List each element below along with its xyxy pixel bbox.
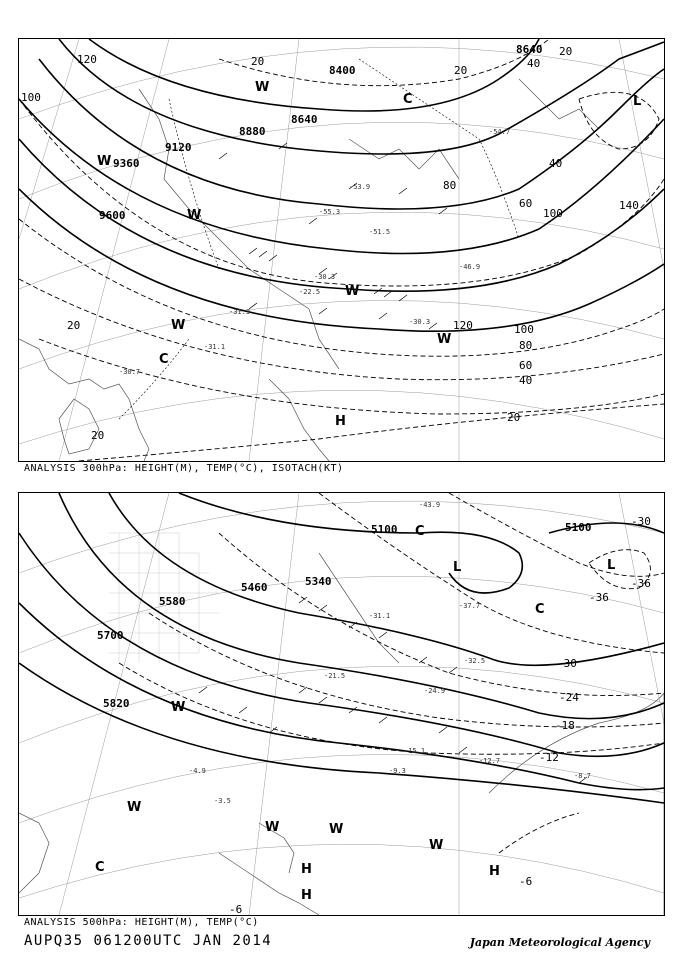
chart-300hpa — [18, 38, 665, 462]
height-label: 5820 — [103, 697, 130, 710]
isotherm-label: -6 — [229, 903, 243, 915]
height-labels-300 — [99, 43, 543, 222]
height-label: 8400 — [329, 64, 356, 77]
isotherms — [119, 493, 664, 853]
isotherm-label: -18 — [555, 719, 575, 732]
chart-identifier: AUPQ35 061200UTC JAN 2014 — [24, 933, 273, 949]
temp-sample: -31.1 — [369, 612, 391, 620]
cold-center: C — [403, 92, 413, 107]
isotherm-label: -30 — [631, 515, 651, 528]
height-label: 9120 — [165, 141, 192, 154]
height-labels-500 — [97, 521, 592, 710]
isotach-label: 40 — [549, 157, 563, 170]
height-label: 5580 — [159, 595, 186, 608]
isotach-label: 20 — [507, 411, 521, 424]
coastlines — [19, 553, 664, 915]
isotach-label: 20 — [67, 319, 81, 332]
height-label: 9360 — [113, 157, 140, 170]
temp-sample: -8.7 — [574, 772, 591, 780]
isotach-label: 60 — [519, 359, 533, 372]
low-center: L — [633, 94, 642, 109]
height-label: 8640 — [291, 113, 318, 126]
temp-sample: -15.1 — [404, 747, 426, 755]
high-center: H — [301, 888, 312, 903]
temp-sample: -51.5 — [369, 228, 391, 236]
temp-sample: -32.5 — [464, 657, 486, 665]
height-contours — [19, 493, 664, 803]
temp-sample: -43.9 — [419, 501, 441, 509]
cold-center: C — [535, 602, 545, 617]
isotach-label: 20 — [91, 429, 105, 442]
temp-sample: -55.3 — [319, 208, 341, 216]
height-label: 5100 — [371, 523, 398, 536]
temp-sample: -31.1 — [204, 343, 226, 351]
warm-mark: W — [97, 154, 112, 169]
isotach-label: 20 — [251, 55, 265, 68]
temperature-samples-500 — [189, 501, 591, 805]
isotherm-label: -12 — [539, 751, 559, 764]
height-label: 5460 — [241, 581, 268, 594]
temp-sample: -30.7 — [119, 368, 141, 376]
isotherm-labels-500 — [229, 515, 651, 915]
isotach-label: 120 — [77, 53, 97, 66]
height-label: 5700 — [97, 629, 124, 642]
cold-center: C — [415, 524, 425, 539]
warm-mark: W — [429, 838, 444, 853]
isotherm-label: -30 — [557, 657, 577, 670]
low-center: L — [453, 560, 462, 575]
warm-mark: W — [265, 820, 280, 835]
high-center: H — [489, 864, 500, 879]
warm-mark: W — [187, 208, 202, 223]
isotherm-label: -6 — [519, 875, 533, 888]
isotach-label: 100 — [543, 207, 563, 220]
coastlines — [19, 79, 599, 461]
height-label: 8640 — [516, 43, 543, 56]
warm-mark: W — [255, 80, 270, 95]
warm-mark: W — [171, 700, 186, 715]
temp-sample: -31.3 — [229, 308, 251, 316]
high-center: H — [301, 862, 312, 877]
cold-center: C — [95, 860, 105, 875]
cold-center: C — [159, 352, 169, 367]
warm-mark: W — [437, 332, 452, 347]
agency-name: Japan Meteorological Agency — [469, 936, 650, 949]
warm-marks-500 — [127, 700, 443, 853]
temp-sample: -30.3 — [409, 318, 431, 326]
temp-sample: -21.5 — [324, 672, 346, 680]
isotach-label: 40 — [519, 374, 533, 387]
temp-sample: -22.5 — [299, 288, 321, 296]
height-contours — [19, 39, 664, 331]
temp-sample: -4.9 — [189, 767, 206, 775]
caption-500hpa: ANALYSIS 500hPa: HEIGHT(M), TEMP(°C) — [24, 917, 259, 928]
isotach-label: 120 — [453, 319, 473, 332]
warm-mark: W — [127, 800, 142, 815]
isotach-label: 60 — [519, 197, 533, 210]
isotach-label: 100 — [514, 323, 534, 336]
height-label: 5340 — [305, 575, 332, 588]
isotherm-label: -24 — [559, 691, 579, 704]
temp-sample: -54.7 — [489, 128, 511, 136]
temp-sample: -9.3 — [389, 767, 406, 775]
caption-300hpa: ANALYSIS 300hPa: HEIGHT(M), TEMP(°C), ISOTACH(KT) — [24, 463, 344, 474]
temp-sample: -3.5 — [214, 797, 231, 805]
height-label: 9600 — [99, 209, 126, 222]
temp-sample: -46.9 — [459, 263, 481, 271]
isotach-label: 80 — [519, 339, 533, 352]
isotach-label: 80 — [443, 179, 457, 192]
temperature-samples-300 — [119, 128, 510, 376]
temp-sample: -24.9 — [424, 687, 446, 695]
low-center: L — [607, 558, 616, 573]
warm-mark: W — [329, 822, 344, 837]
isotach-label: 20 — [454, 64, 468, 77]
isotach-label: 100 — [21, 91, 41, 104]
isotherm-label: -36 — [631, 577, 651, 590]
temp-sample: -53.9 — [349, 183, 371, 191]
isotach-label: 40 — [527, 57, 541, 70]
isotherm-label: -36 — [589, 591, 609, 604]
height-label: 8880 — [239, 125, 266, 138]
isotach-label: 20 — [559, 45, 573, 58]
high-center: H — [335, 414, 346, 429]
isotach-labels-300 — [21, 45, 642, 442]
warm-mark: W — [345, 284, 360, 299]
warm-mark: W — [171, 318, 186, 333]
map-500hpa — [19, 493, 664, 915]
map-300hpa — [19, 39, 664, 461]
height-label: 5100 — [565, 521, 592, 534]
temp-sample: -12.7 — [479, 757, 501, 765]
temp-sample: -37.7 — [459, 602, 481, 610]
temp-sample: -30.3 — [314, 273, 336, 281]
chart-500hpa — [18, 492, 665, 916]
isotach-label: 140 — [619, 199, 639, 212]
pressure-centers-300 — [159, 92, 641, 429]
